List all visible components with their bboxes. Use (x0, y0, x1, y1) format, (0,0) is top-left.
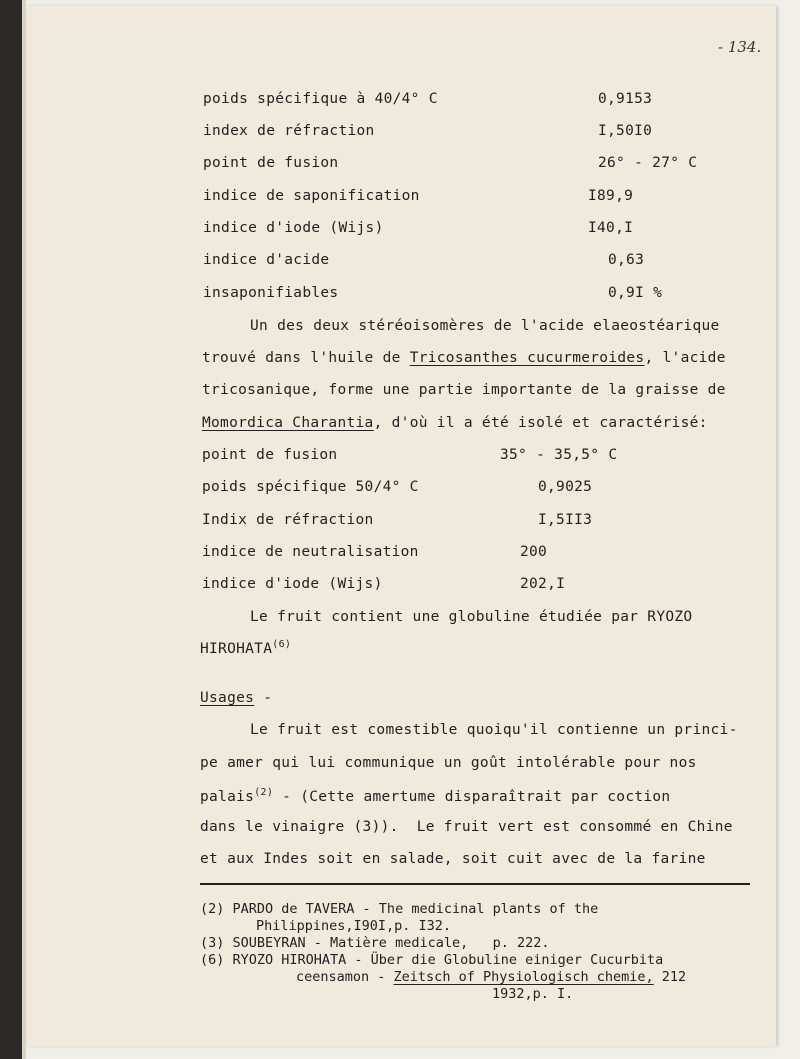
prop-value: I,50I0 (598, 123, 653, 139)
prop-value: 0,63 (608, 252, 645, 268)
paragraph-line: HIROHATA$^{(6)}$ (200, 639, 292, 657)
footnote-ref: (2) (254, 787, 274, 798)
book-binding (0, 0, 22, 1059)
footnote: (6) RYOZO HIROHATA - Über die Globuline einiger Cucurbita (200, 952, 664, 968)
prop-value: 26° - 27° C (598, 155, 698, 171)
footnote: ceensamon - Zeitsch of Physiologisch chemie, 212 (296, 969, 687, 985)
species-name: Tricosanthes cucurmeroides (409, 350, 645, 366)
species-name: Momordica Charantia (202, 415, 374, 431)
prop-label: indice d'iode (Wijs) (202, 576, 383, 592)
prop-label: point de fusion (202, 447, 338, 463)
paragraph-line: Le fruit est comestible quoiqu'il contienne un princi- (250, 722, 738, 738)
paragraph-line: palais$^{(2)}$ - (Cette amertume disparaîtrait par coction (200, 787, 671, 805)
document-page (26, 6, 776, 1046)
prop-value: I89,9 (588, 188, 634, 204)
prop-label: poids spécifique à 40/4° C (203, 91, 438, 107)
prop-value: 0,9025 (538, 479, 593, 495)
paragraph-line: tricosanique, forme une partie importante de la graisse de (202, 382, 726, 398)
footnote-rule (200, 883, 750, 885)
paragraph-line: Un des deux stéréoisomères de l'acide elaeostéarique (250, 318, 720, 334)
prop-label: point de fusion (203, 155, 339, 171)
paragraph-line: et aux Indes soit en salade, soit cuit avec de la farine (200, 851, 706, 867)
footnote: 1932,p. I. (492, 986, 574, 1002)
prop-label: indice de saponification (203, 188, 420, 204)
paragraph-line: Momordica Charantia, d'où il a été isolé et caractérisé: (202, 415, 708, 431)
footnote: (2) PARDO de TAVERA - The medicinal plants of the (200, 901, 599, 917)
prop-value: 0,9I % (608, 285, 663, 301)
prop-value: 0,9153 (598, 91, 653, 107)
section-heading: Usages - (200, 690, 273, 706)
footnote-ref: (6) (272, 639, 292, 650)
prop-label: poids spécifique 50/4° C (202, 479, 419, 495)
prop-value: 35° - 35,5° C (500, 447, 618, 463)
prop-label: indice d'acide (203, 252, 330, 268)
paragraph-line: Le fruit contient une globuline étudiée par RYOZO (250, 609, 693, 625)
prop-value: 200 (520, 544, 548, 560)
footnote: (3) SOUBEYRAN - Matière medicale, p. 222. (200, 935, 550, 951)
paragraph-line: dans le vinaigre (3)). Le fruit vert est consommé en Chine (200, 819, 733, 835)
prop-label: Indix de réfraction (202, 512, 374, 528)
prop-value: I40,I (588, 220, 634, 236)
prop-value: 202,I (520, 576, 566, 592)
page-number: - 134. (718, 38, 762, 56)
prop-label: indice d'iode (Wijs) (203, 220, 384, 236)
prop-label: index de réfraction (203, 123, 375, 139)
prop-label: indice de neutralisation (202, 544, 419, 560)
prop-label: insaponifiables (203, 285, 339, 301)
paragraph-line: trouvé dans l'huile de Tricosanthes cucurmeroides, l'acide (202, 350, 726, 366)
prop-value: I,5II3 (538, 512, 593, 528)
footnote: Philippines,I90I,p. I32. (256, 918, 452, 934)
paragraph-line: pe amer qui lui communique un goût intolérable pour nos (200, 755, 697, 771)
